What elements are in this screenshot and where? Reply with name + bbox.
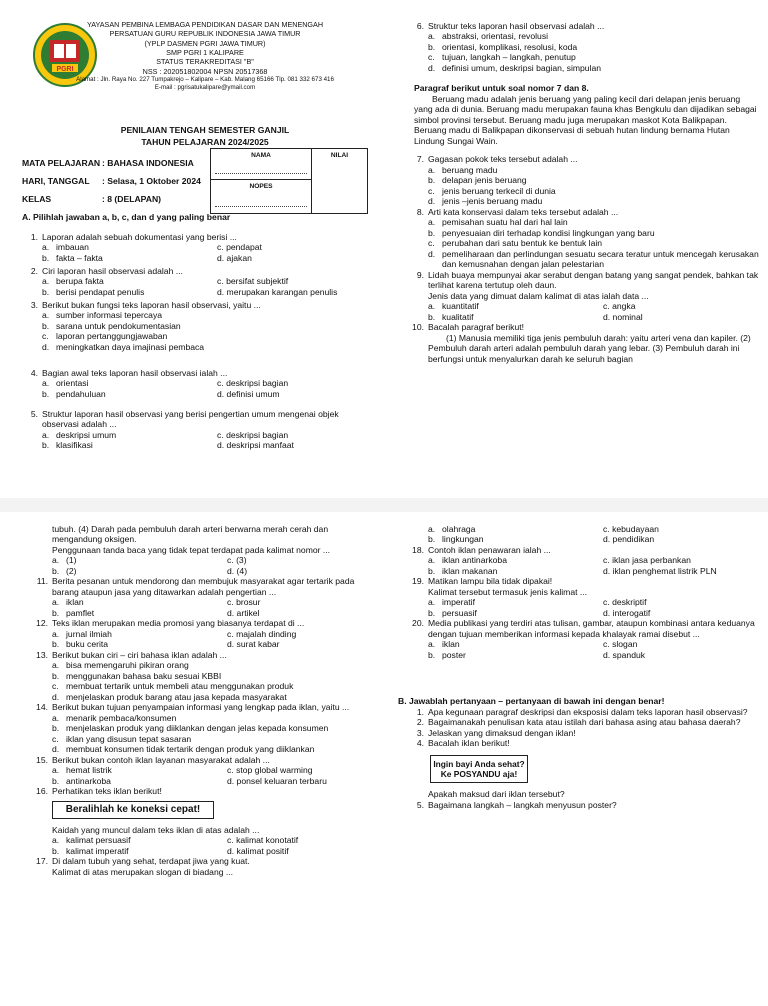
question-item [408,618,760,660]
page-1 [0,0,768,498]
option-text[interactable]: delapan jenis beruang [442,175,527,186]
question-text: Kaidah yang muncul dalam teks iklan di atas adalah ... [52,824,260,835]
question-number: 2. [416,717,424,728]
option-label: a. [428,524,436,534]
question-number: 3. [416,727,424,738]
passage-text: (1) Manusia memiliki tiga jenis pembuluh darah: yaitu arteri vena dan kapiler. (2) Pembuluh darah arteri adalah pembuluh darah yang lebar. (3) Pembuluh darah ini berfungsi untuk menyalurkan darah ke seluruh bagian [428,332,751,364]
option-label: a. [428,639,436,650]
option-text[interactable]: kalimat persuasif [66,835,131,846]
option-label: a. [52,835,60,846]
question-text: Struktur teks laporan hasil observasi adalah ... [428,21,605,31]
option-text[interactable]: c. deskripsi bagian [217,378,289,389]
option-label: a. [52,765,60,776]
question-text: Bagaimana langkah – langkah menyusun poster? [428,799,617,810]
ad-box-posyandu [430,755,528,784]
option-label: a. [42,242,50,253]
question-item [32,786,374,856]
question-number: 18. [412,544,424,555]
option-label: b. [42,286,50,297]
option-text[interactable]: menggunakan bahasa baku sesuai KBBI [66,670,222,681]
option-text[interactable]: sumber informasi tepercaya [56,310,163,321]
question-text: Bacalah iklan berikut! [428,738,510,749]
option-text[interactable]: orientasi, komplikasi, resolusi, koda [442,41,578,52]
option-text[interactable]: definisi umum, deskripsi bagian, simpulan [442,62,602,73]
option-text[interactable]: d. ponsel keluaran terbaru [227,775,327,786]
question-text: Penggunaan tanda baca yang tidak tepat terdapat pada kalimat nomor ... [52,544,331,555]
question-text: Di dalam tubuh yang sehat, terdapat jiwa yang kuat. [52,856,250,867]
field-value: : 8 (DELAPAN) [102,194,162,204]
question-text: Bacalah paragraf berikut! [428,322,525,333]
option-label: a. [52,712,60,723]
question-text: Struktur laporan hasil observasi yang berisi pengertian umum mengenai objek observasi adalah ... [42,409,339,430]
option-text[interactable]: c. (3) [227,555,247,566]
header-line: Alamat : Jln. Raya No. 227 Tumpakrejo – Kalipare – Kab. Malang 65166 Tlp. 081 332 673 416 [76,76,334,84]
option-text[interactable]: imperatif [442,597,475,608]
question-number: 4. [416,738,424,749]
option-text[interactable]: c. bersifat subjektif [217,276,289,287]
section-b-heading: B. Jawablah pertanyaan – pertanyaan di bawah ini dengan benar! [398,696,665,707]
option-text[interactable]: beruang madu [442,164,498,175]
option-text[interactable]: jenis –jenis beruang madu [442,196,543,207]
option-label: b. [428,175,436,186]
option-label: d. [52,744,60,755]
option-text[interactable]: d. interogatif [603,607,651,618]
option-text[interactable]: d. artikel [227,607,260,618]
option-label: a. [52,628,60,639]
option-text[interactable]: d. ajakan [217,252,252,263]
option-text[interactable]: iklan [66,597,84,608]
option-text[interactable]: menjelaskan produk yang diiklankan dengan jelas kepada konsumen [66,723,329,734]
option-text[interactable]: (1) [66,555,77,566]
option-label: a. [428,597,436,608]
header-line: E-mail : pgrisatukalipare@ymail.com [154,84,256,92]
option-label: b. [428,227,436,238]
option-text[interactable]: iklan yang disusun tepat sasaran [66,733,192,744]
option-label: b. [42,252,50,263]
nilai-field [312,149,367,213]
question-text: Berikut bukan fungsi teks laporan hasil observasi, yaitu ... [42,300,261,310]
option-label: b. [428,41,436,52]
option-text[interactable]: pamflet [66,607,95,618]
question-text: Bagian awal teks laporan hasil observasi ialah ... [42,368,228,378]
question-item [22,409,374,451]
option-text[interactable]: tujuan, langkah – langkah, penutup [442,52,576,63]
essay-item [408,738,760,748]
header-line: YAYASAN PEMBINA LEMBAGA PENDIDIKAN DASAR DAN MENENGAH [86,20,324,29]
option-label: b. [52,845,60,856]
option-text[interactable]: abstraksi, orientasi, revolusi [442,31,549,42]
option-label: c. [42,331,49,342]
field-value: : BAHASA INDONESIA [102,158,194,168]
questions-6-10 [408,21,760,364]
option-label: a. [52,597,60,608]
exam-title [40,124,370,148]
option-text[interactable]: klasifikasi [56,440,93,451]
option-text[interactable]: c. deskripsi bagian [217,429,289,440]
nilai-label: NILAI [330,152,349,159]
option-label: d. [428,196,436,207]
question-item [408,154,760,206]
option-text[interactable]: pemeliharaan dan perlindungan sesuatu secara teratur untuk mencegah kerusakan dan kemusnahan dengan jalan pelestarian [442,248,759,270]
questions-17-essay [398,524,760,810]
question-text: Bagaimanakah penulisan kata atau istilah dari bahasa asing atau bahasa daerah? [428,717,741,728]
question-number: 7. [416,154,424,165]
question-number: 4. [30,368,38,378]
question-text: Matikan lampu bila tidak dipakai! [428,576,553,587]
exam-title-line: TAHUN PELAJARAN 2024/2025 [141,137,269,148]
exam-fields [22,158,212,212]
option-text[interactable]: d. (4) [227,565,248,576]
question-text: Teks iklan merupakan media promosi yang biasanya terdapat di ... [52,618,305,629]
question-number: 2. [30,266,38,276]
option-label: a. [42,429,50,440]
questions-10-17 [32,524,374,877]
option-label: a. [428,31,436,42]
option-label: b. [428,534,436,545]
option-text[interactable]: jenis beruang terkecil di dunia [442,185,556,196]
question-item [32,618,374,649]
question-text: Laporan adalah sebuah dokumentasi yang berisi ... [42,232,237,242]
option-label: a. [428,555,436,566]
header-line: PERSATUAN GURU REPUBLIK INDONESIA JAWA TIMUR [109,29,301,39]
nopes-field[interactable] [211,180,312,213]
option-text[interactable]: olahraga [442,524,476,534]
option-label: a. [52,555,60,566]
header-line: SMP PGRI 1 KALIPARE [166,48,244,58]
question-number: 1. [416,706,424,717]
passage-title: Paragraf berikut untuk soal nomor 7 dan 8. [414,83,589,94]
option-text[interactable]: penyesuaian diri terhadap kondisi lingkungan yang baru [442,227,655,238]
option-text[interactable]: iklan antinarkoba [442,555,507,566]
option-text[interactable]: c. deskriptif [603,597,647,608]
passage-text: Beruang madu adalah jenis beruang yang paling kecil dari delapan jenis beruang yang ada di dunia. Beruang madu merupakan fauna khas Bengkulu dan dijadikan sebagai simbol provinsi tersebut. Beruang madu juga merupakan maskot Kota Balikpapan. Beruang madu di Balikpapan dikonservasi di sebuah hutan lindung bernama Hutan Lindung Sungai Wain. [414,93,757,146]
header-line: STATUS TERAKREDITASI "B" [156,57,254,67]
question-text: Kalimat tersebut termasuk jenis kalimat ... [428,586,588,597]
option-text[interactable]: kuantitatif [442,301,479,312]
option-text[interactable]: buku cerita [66,639,109,650]
ad-line: Ingin bayi Anda sehat? [433,758,525,769]
option-text[interactable]: d. merupakan karangan penulis [217,286,338,297]
option-label: b. [52,639,60,650]
nama-line [215,173,307,174]
ad-line: Ke POSYANDU aja! [440,768,518,779]
option-text[interactable]: pemisahan suatu hal dari hal lain [442,217,568,228]
option-label: b. [52,723,60,734]
field-row [22,194,212,212]
option-label: a. [428,164,436,175]
question-number: 15. [36,754,48,765]
option-text[interactable]: d. nominal [603,311,643,322]
question-number: 14. [36,702,48,713]
question-number: 13. [36,649,48,660]
question-item [32,650,374,702]
essay-item [408,707,760,717]
question-text: Kalimat di atas merupakan slogan di biadang ... [52,866,234,877]
option-text[interactable]: sarana untuk pendokumentasian [56,320,181,331]
option-text[interactable]: membuat konsumen tidak tertarik dengan produk yang diiklankan [66,744,315,755]
option-text[interactable]: imbauan [56,242,89,253]
essay-item [408,728,760,738]
identity-box [210,148,368,214]
field-label: MATA PELAJARAN [22,158,101,168]
question-text: Ciri laporan hasil observasi adalah ... [42,266,183,276]
option-label: b. [52,565,60,576]
option-text[interactable]: d. kalimat positif [227,845,289,856]
question-item [408,576,760,618]
question-item [22,266,374,300]
option-text[interactable]: iklan makanan [442,565,498,576]
option-label: b. [42,388,50,399]
option-text[interactable]: hemat listrik [66,765,112,776]
question-item [32,702,374,754]
option-label: c. [428,185,435,196]
option-label: d. [428,62,436,73]
option-label: b. [428,565,436,576]
nama-label: NAMA [251,152,271,159]
option-label: b. [52,670,60,681]
field-value: : Selasa, 1 Oktober 2024 [102,176,201,186]
option-text[interactable]: c. angka [603,301,636,312]
option-text[interactable]: c. majalah dinding [227,628,297,639]
option-text[interactable]: c. iklan jasa perbankan [603,555,691,566]
question-number: 12. [36,618,48,629]
question-number: 5. [416,799,424,810]
option-text[interactable]: menarik pembaca/konsumen [66,712,177,723]
option-text[interactable]: membuat tertarik untuk membeli atau menggunakan produk [66,681,294,692]
option-label: a. [42,378,50,389]
option-label: b. [42,320,50,331]
option-label: c. [428,52,435,63]
question-text: Gagasan pokok teks tersebut adalah ... [428,154,578,165]
question-item [408,545,760,576]
questions-1-5 [22,232,374,451]
option-text[interactable]: menjelaskan produk barang atau jasa kepada masyarakat [66,691,287,702]
question-number: 16. [36,786,48,797]
option-text[interactable]: deskripsi umum [56,429,117,440]
option-text[interactable]: meningkatkan daya imajinasi pembaca [56,341,205,352]
option-text[interactable]: c. pendapat [217,242,262,253]
option-text[interactable]: lingkungan [442,534,484,545]
question-item [408,270,760,322]
ad-box-koneksi: Beralihlah ke koneksi cepat! [52,801,214,819]
question-text: Berita pesanan untuk mendorong dan membujuk masyarakat agar tertarik pada barang ataupun jasa yang ditawarkan adalah pengertian ... [52,576,355,597]
option-label: b. [52,775,60,786]
exam-title-line: PENILAIAN TENGAH SEMESTER GANJIL [120,125,290,135]
option-text[interactable]: d. spanduk [603,649,646,660]
option-label: b. [42,440,50,451]
option-text[interactable]: poster [442,649,466,660]
nama-field[interactable] [211,149,312,180]
question-text: Jelaskan yang dimaksud dengan iklan! [428,727,576,738]
question-number: 19. [412,576,424,587]
question-text: Media publikasi yang terdiri atas tulisan, gambar, ataupun kombinasi antara keduanya dengan tujuan memberikan informasi kepada khalayak ramai disebut ... [428,618,755,639]
school-header [40,20,370,92]
question-text: Perhatikan teks iklan berikut! [52,786,162,797]
option-text[interactable]: c. stop global warming [227,765,313,776]
question-number: 9. [416,269,424,280]
question-number: 3. [30,300,38,310]
option-text[interactable]: persuasif [442,607,477,618]
header-line: (YPLP DASMEN PGRI JAWA TIMUR) [144,38,266,48]
option-text[interactable]: d. surat kabar [227,639,280,650]
option-text[interactable]: kalimat imperatif [66,845,129,856]
nopes-line [215,206,307,207]
passage-text: tubuh. (4) Darah pada pembuluh darah arteri berwarna merah cerah dan mengandung oksigen. [52,524,329,545]
option-text[interactable]: jurnal ilmiah [66,628,112,639]
field-label: KELAS [22,194,52,204]
field-row [22,158,212,176]
question-text: Berikut bukan contoh iklan layanan masyarakat adalah ... [52,754,270,765]
option-label: a. [42,310,50,321]
option-text[interactable]: bisa memengaruhi pikiran orang [66,660,189,671]
option-text[interactable]: c. kebudayaan [603,524,659,534]
option-label: a. [42,276,50,287]
option-text[interactable]: d. pendidikan [603,534,655,545]
option-text[interactable]: c. brosur [227,597,261,608]
option-text[interactable]: c. slogan [603,639,638,650]
option-text[interactable]: laporan pertanggungjawaban [56,331,168,342]
option-label: c. [428,238,435,249]
option-label: b. [52,607,60,618]
question-text: Jenis data yang dimuat dalam kalimat di atas ialah data ... [428,290,649,301]
option-text[interactable]: c. kalimat konotatif [227,835,299,846]
option-text[interactable]: berisi pendapat penulis [56,286,145,297]
field-label: HARI, TANGGAL [22,176,90,186]
option-label: d. [42,341,50,352]
option-label: a. [428,301,436,312]
option-label: a. [428,217,436,228]
question-item [22,300,374,368]
question-text: Berikut bukan ciri – ciri bahasa iklan adalah ... [52,649,227,660]
option-text[interactable]: d. iklan penghemat listrik PLN [603,565,717,576]
question-text: Contoh iklan penawaran ialah ... [428,544,551,555]
question-number: 1. [30,232,38,242]
question-text: Berikut bukan tujuan penyampaian informasi yang lengkap pada iklan, yaitu ... [52,702,350,713]
section-a-heading: A. Pilihlah jawaban a, b, c, dan d yang paling benar [22,212,231,222]
nopes-label: NOPES [249,183,273,190]
option-text[interactable]: (2) [66,565,77,576]
option-label: b. [428,607,436,618]
question-number: 5. [30,409,38,419]
question-item [32,576,374,618]
question-item [22,368,374,409]
page-separator [0,498,768,512]
question-number: 8. [416,206,424,217]
question-number: 20. [412,618,424,629]
option-label: d. [52,691,60,702]
question-item [408,322,760,364]
option-text[interactable]: perubahan dari satu bentuk ke bentuk lain [442,238,603,249]
header-line: NSS : 202051802004 NPSN 20517368 [142,66,268,76]
field-row [22,176,212,194]
question-text: Apa kegunaan paragraf deskripsi dan eksposisi dalam teks laporan hasil observasi? [428,706,748,717]
option-text[interactable]: orientasi [56,378,89,389]
question-text: Apakah maksud dari iklan tersebut? [428,789,565,800]
option-label: d. [428,248,436,259]
option-text[interactable]: d. definisi umum [217,388,280,399]
svg-text:PGRI: PGRI [56,66,74,73]
option-text[interactable]: berupa fakta [56,276,104,287]
option-text[interactable]: pendahuluan [56,388,106,399]
question-item [32,856,374,877]
essay-item [408,717,760,727]
question-number: 6. [416,21,424,31]
question-number: 11. [36,576,48,587]
option-label: b. [428,311,436,322]
option-text[interactable]: antinarkoba [66,775,111,786]
question-number: 10. [412,322,424,333]
option-text[interactable]: kualitatif [442,311,474,322]
option-label: c. [52,681,59,692]
option-text[interactable]: iklan [442,639,460,650]
question-text: Lidah buaya mempunyai akar serabut dengan batang yang sangat pendek, bahkan tak terlihat karena tertutup oleh daun. [428,269,759,291]
question-number: 17. [36,856,48,867]
option-label: a. [52,660,60,671]
question-item [408,207,760,270]
page-2 [0,512,768,1006]
essay-item [408,800,760,810]
option-text[interactable]: fakta – fakta [56,252,103,263]
question-item [32,755,374,786]
question-text: Arti kata konservasi dalam teks tersebut adalah ... [428,206,619,217]
option-text[interactable]: d. deskripsi manfaat [217,440,294,451]
option-label: c. [52,733,59,744]
question-item [408,21,760,73]
option-label: b. [428,649,436,660]
